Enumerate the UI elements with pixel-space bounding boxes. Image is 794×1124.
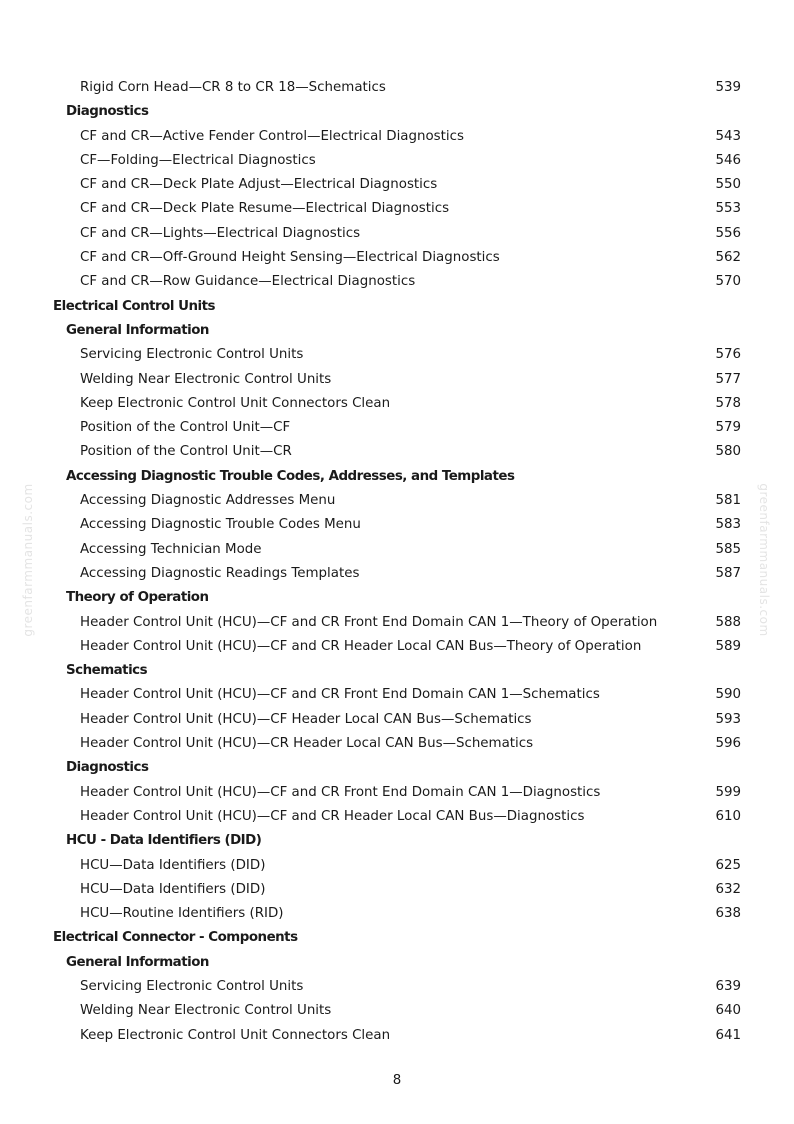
toc-entry-page: 632 <box>715 881 741 897</box>
toc-entry[interactable] <box>0 683 794 707</box>
toc-entry-title: CF and CR—Lights—Electrical Diagnostics <box>80 225 361 241</box>
toc-entry[interactable] <box>0 222 794 246</box>
toc-entry-title: HCU—Data Identifiers (DID) <box>80 881 266 897</box>
toc-entry[interactable] <box>0 611 794 635</box>
toc-entry-title: Header Control Unit (HCU)—CF and CR Header Local CAN Bus—Theory of Operation <box>80 638 642 654</box>
toc-entry-title: Diagnostics <box>66 760 149 776</box>
toc-entry-title: CF and CR—Deck Plate Resume—Electrical Diagnostics <box>80 201 450 217</box>
toc-entry-page: 570 <box>715 274 741 290</box>
toc-entry-page: 539 <box>715 80 741 95</box>
toc-section-heading <box>0 926 794 950</box>
toc-entry[interactable] <box>0 513 794 537</box>
toc-entry-title: CF and CR—Off-Ground Height Sensing—Electrical Diagnostics <box>80 250 500 266</box>
toc-entry-title: Keep Electronic Control Unit Connectors Clean <box>80 395 391 411</box>
toc-entry-title: CF and CR—Row Guidance—Electrical Diagnostics <box>80 274 416 290</box>
toc-entry-title: HCU—Data Identifiers (DID) <box>80 857 266 873</box>
toc-entry-page: 610 <box>715 808 741 824</box>
toc-entry-title: HCU - Data Identifiers (DID) <box>66 833 262 849</box>
toc-subsection-heading <box>0 756 794 780</box>
toc-entry-page: 581 <box>715 493 741 509</box>
toc-entry-page: 577 <box>715 371 741 387</box>
toc-entry-title: Theory of Operation <box>66 590 209 606</box>
toc-entry[interactable] <box>0 562 794 586</box>
toc-entry-title: Header Control Unit (HCU)—CF and CR Front End Domain CAN 1—Schematics <box>80 687 600 703</box>
toc-entry[interactable] <box>0 270 794 294</box>
toc-entry[interactable] <box>0 173 794 197</box>
toc-entry-title: Accessing Diagnostic Trouble Codes, Addresses, and Templates <box>66 468 515 484</box>
toc-entry-title: Position of the Control Unit—CF <box>80 420 291 436</box>
toc-entry-title: Accessing Technician Mode <box>80 541 262 557</box>
watermark-left: greenfarmmanuals.com <box>21 483 35 637</box>
toc-entry[interactable] <box>0 975 794 999</box>
toc-entry-page: 587 <box>715 565 741 581</box>
watermark-right: greenfarmmanuals.com <box>757 483 771 637</box>
toc-entry-page: 553 <box>715 201 741 217</box>
toc-entry-page: 543 <box>715 128 741 144</box>
toc-entry-page: 638 <box>715 906 741 922</box>
toc-subsection-heading <box>0 586 794 610</box>
toc-entry-title: Header Control Unit (HCU)—CF and CR Front End Domain CAN 1—Theory of Operation <box>80 614 658 630</box>
toc-entry[interactable] <box>0 1024 794 1048</box>
toc-entry[interactable] <box>0 854 794 878</box>
toc-entry-title: Accessing Diagnostic Addresses Menu <box>80 493 336 509</box>
toc-entry-page: 580 <box>715 444 741 460</box>
toc-entry-page: 588 <box>715 614 741 630</box>
toc-entry[interactable] <box>0 149 794 173</box>
toc-entry-page: 562 <box>715 250 741 266</box>
toc-entry[interactable] <box>0 708 794 732</box>
toc-entry-title: General Information <box>66 322 209 338</box>
toc-entry-title: Welding Near Electronic Control Units <box>80 1003 332 1019</box>
toc-entry-title: Electrical Connector - Components <box>53 930 298 946</box>
toc-entry[interactable] <box>0 440 794 464</box>
toc-entry-page: 556 <box>715 225 741 241</box>
toc-entry-title: Header Control Unit (HCU)—CR Header Local CAN Bus—Schematics <box>80 736 534 752</box>
toc-entry[interactable] <box>0 197 794 221</box>
toc-entry-page: 639 <box>715 978 741 994</box>
toc-entry-page: 625 <box>715 857 741 873</box>
toc-entry[interactable] <box>0 416 794 440</box>
toc-subsection-heading <box>0 659 794 683</box>
toc-entry[interactable] <box>0 538 794 562</box>
toc-entry-title: Header Control Unit (HCU)—CF Header Local CAN Bus—Schematics <box>80 711 532 727</box>
toc-entry[interactable] <box>0 902 794 926</box>
toc-entry-page: 640 <box>715 1003 741 1019</box>
toc-entry-page: 599 <box>715 784 741 800</box>
toc-subsection-heading <box>0 465 794 489</box>
toc-entry[interactable] <box>0 343 794 367</box>
toc-entry-title: General Information <box>66 954 209 970</box>
toc-entry[interactable] <box>0 878 794 902</box>
toc-entry-page: 585 <box>715 541 741 557</box>
toc-entry-title: CF and CR—Active Fender Control—Electrical Diagnostics <box>80 128 464 144</box>
toc-subsection-heading <box>0 319 794 343</box>
toc-subsection-heading <box>0 829 794 853</box>
toc-subsection-heading <box>0 100 794 124</box>
toc-entry-page: 550 <box>715 177 741 193</box>
toc-entry-title: Diagnostics <box>66 104 149 120</box>
toc-entry-title: Servicing Electronic Control Units <box>80 347 304 363</box>
toc-entry-title: Electrical Control Units <box>53 298 215 314</box>
toc-entry[interactable] <box>0 368 794 392</box>
toc-entry-title: Keep Electronic Control Unit Connectors Clean <box>80 1027 391 1043</box>
toc-entry-page: 590 <box>715 687 741 703</box>
toc-entry-page: 641 <box>715 1027 741 1043</box>
table-of-contents <box>0 76 794 1048</box>
toc-entry[interactable] <box>0 76 794 100</box>
toc-subsection-heading <box>0 951 794 975</box>
toc-entry-title: Header Control Unit (HCU)—CF and CR Header Local CAN Bus—Diagnostics <box>80 808 585 824</box>
toc-entry-page: 578 <box>715 395 741 411</box>
toc-entry[interactable] <box>0 489 794 513</box>
toc-entry-title: CF—Folding—Electrical Diagnostics <box>80 152 316 168</box>
toc-entry-page: 546 <box>715 152 741 168</box>
page-number: 8 <box>392 1073 402 1088</box>
toc-entry-page: 589 <box>715 638 741 654</box>
toc-entry-page: 579 <box>715 420 741 436</box>
toc-entry-title: Accessing Diagnostic Trouble Codes Menu <box>80 517 361 533</box>
toc-entry-page: 593 <box>715 711 741 727</box>
toc-entry[interactable] <box>0 125 794 149</box>
toc-entry-title: Welding Near Electronic Control Units <box>80 371 332 387</box>
toc-entry-title: Position of the Control Unit—CR <box>80 444 292 460</box>
toc-entry[interactable] <box>0 805 794 829</box>
toc-entry-title: CF and CR—Deck Plate Adjust—Electrical Diagnostics <box>80 177 438 193</box>
toc-entry[interactable] <box>0 392 794 416</box>
toc-entry-title: Header Control Unit (HCU)—CF and CR Front End Domain CAN 1—Diagnostics <box>80 784 601 800</box>
toc-entry-title: Rigid Corn Head—CR 8 to CR 18—Schematics <box>80 80 386 95</box>
toc-entry-page: 583 <box>715 517 741 533</box>
toc-entry-title: Accessing Diagnostic Readings Templates <box>80 565 360 581</box>
toc-entry-title: Schematics <box>66 663 148 679</box>
toc-entry[interactable] <box>0 732 794 756</box>
toc-entry[interactable] <box>0 246 794 270</box>
toc-entry[interactable] <box>0 999 794 1023</box>
toc-entry-page: 576 <box>715 347 741 363</box>
toc-section-heading <box>0 295 794 319</box>
toc-entry[interactable] <box>0 635 794 659</box>
toc-entry[interactable] <box>0 781 794 805</box>
toc-entry-title: Servicing Electronic Control Units <box>80 978 304 994</box>
toc-entry-title: HCU—Routine Identifiers (RID) <box>80 906 284 922</box>
toc-entry-page: 596 <box>715 736 741 752</box>
